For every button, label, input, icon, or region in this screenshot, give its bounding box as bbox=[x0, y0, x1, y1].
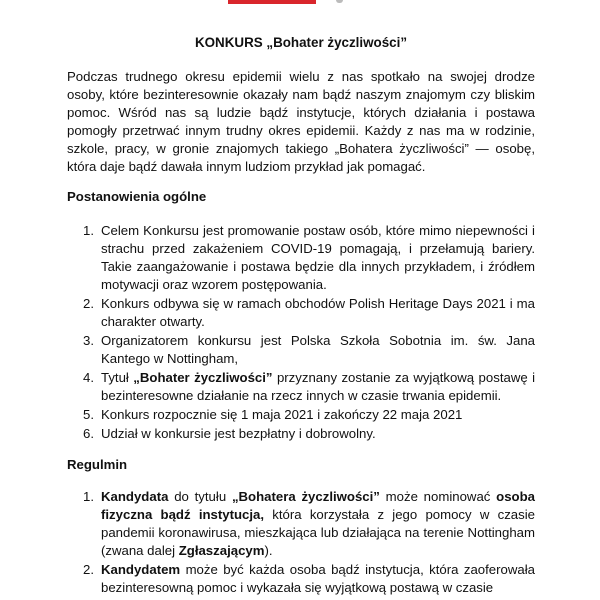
rules-list bbox=[67, 488, 535, 598]
general-list bbox=[67, 222, 535, 444]
list-item: 1. Celem Konkursu jest promowanie postaw osób, które mimo niepewności i strachu przed zakażeniem COVID-19 pomagają, i przełamują bariery. Takie zaangażowanie i postawa będzie dla innych przykładem, i źródłem motywacji oraz wzorem postępowania. bbox=[83, 223, 535, 292]
section-heading-general: Postanowienia ogólne bbox=[67, 189, 207, 204]
list-item: 6. Udział w konkursie jest bezpłatny i dobrowolny. bbox=[83, 426, 376, 441]
header-accent-bar bbox=[228, 0, 316, 4]
list-item: 5. Konkurs rozpocznie się 1 maja 2021 i zakończy 22 maja 2021 bbox=[83, 407, 463, 422]
intro-paragraph: Podczas trudnego okresu epidemii wielu z nas spotkało na swojej drodze osoby, które bezinteresownie okazały nam bądź naszym znajomym czy bliskim pomoc. Wśród nas są ludzie bądź instytucje, których działania i postawa pomogły przetrwać innym trudny okres epidemii. Każdy z nas ma w rodzinie, szkole, pracy, w gronie znajomych takiego „Bohatera życzliwości” — osobę, która daje bądź dawała innym ludziom przykład jak pomagać. bbox=[67, 69, 535, 174]
list-item: 2. Kandydatem może być każda osoba bądź instytucja, która zaoferowała bezinteresowną pomoc i wykazała się wyjątkową postawą w czasie bbox=[83, 562, 535, 595]
section-heading-rules: Regulmin bbox=[67, 457, 128, 472]
list-item: 3. Organizatorem konkursu jest Polska Szkoła Sobotnia im. św. Jana Kantego w Nottingham, bbox=[83, 333, 535, 366]
document-title: KONKURS „Bohater życzliwości” bbox=[194, 35, 408, 50]
list-item: 2. Konkurs odbywa się w ramach obchodów Polish Heritage Days 2021 i ma charakter otwarty. bbox=[83, 296, 535, 329]
list-item: 4. Tytuł „Bohater życzliwości” przyznany zostanie za wyjątkową postawę i bezinteresowne działanie na rzecz innych w czasie trwania epidemii. bbox=[83, 370, 536, 403]
header-mark bbox=[336, 0, 343, 3]
list-item: 1. Kandydata do tytułu „Bohatera życzliwości” może nominować osoba fizyczna bądź instytucja, która korzystała z jego pomocy w czasie pandemii koronawirusa, mieszkająca lub działająca na terenie Nottingham (zwana dalej Zgłaszającym). bbox=[83, 489, 535, 558]
